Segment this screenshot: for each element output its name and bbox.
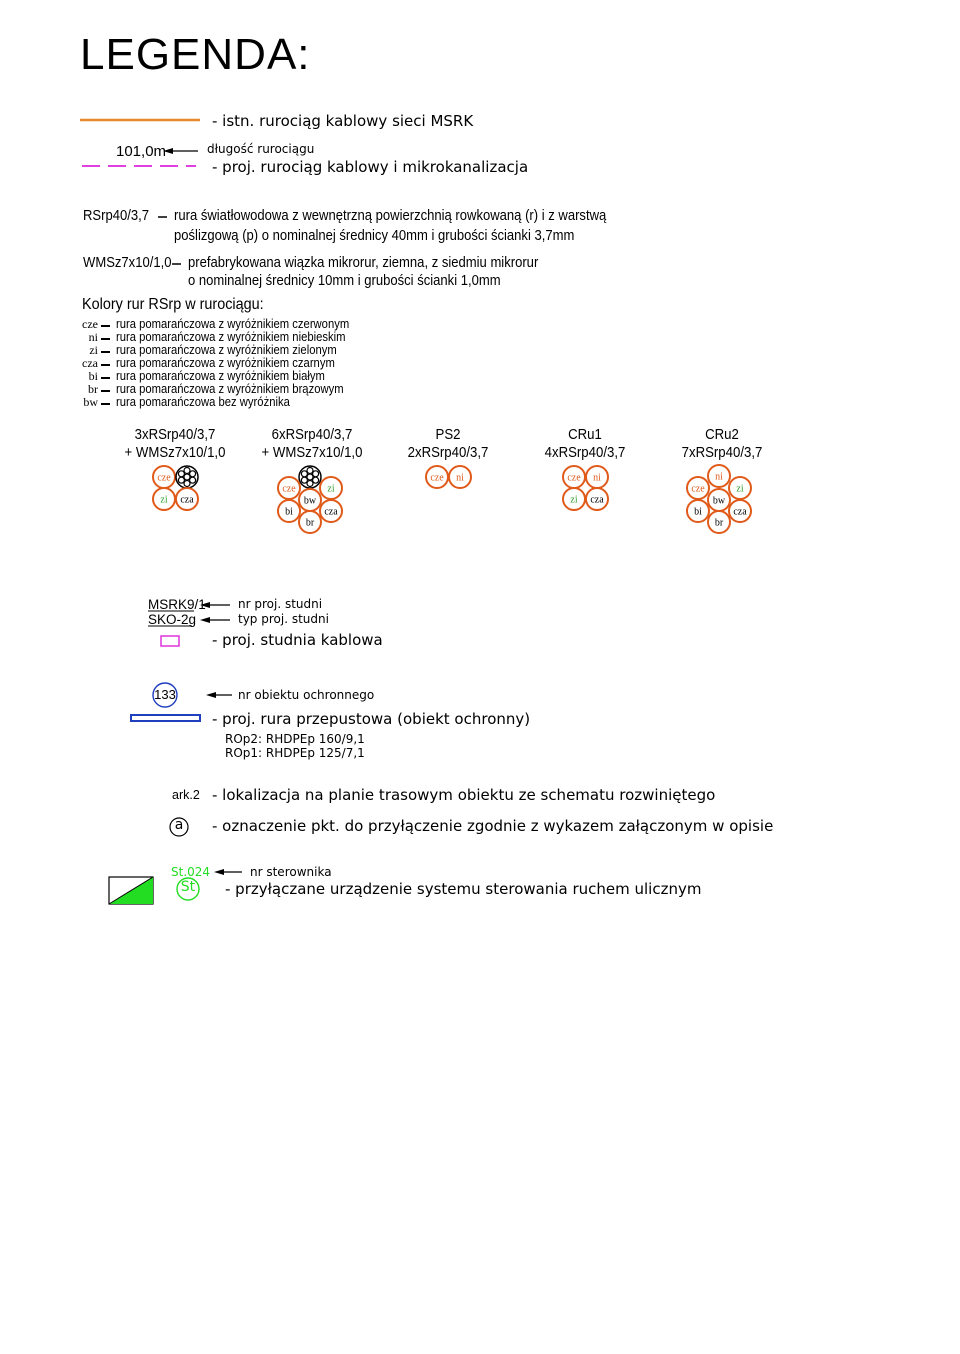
sheet-label: - lokalizacja na planie trasowym obiektu ze schematu rozwiniętego [212, 786, 716, 804]
color-desc-ni: rura pomarańczowa z wyróżnikiem niebieskim [116, 330, 346, 344]
color-dash [101, 377, 110, 379]
wmsz-desc-1: prefabrykowana wiązka mikrorur, ziemna, z siedmiu mikrorur [188, 255, 539, 271]
pipe-label-zi: zi [736, 483, 744, 495]
microduct [301, 471, 307, 477]
pipe-label-cze: cze [282, 483, 296, 495]
config-1-line1: 3xRSrp40/3,7 [134, 426, 216, 443]
color-code-cza: cza [82, 356, 98, 370]
color-dash [101, 351, 110, 353]
pipe-label-zi: zi [327, 483, 335, 495]
rsrp-desc-2: poślizgową (p) o nominalnej średnicy 40mm i grubości ścianki 3,7mm [174, 228, 575, 244]
config-2-line1: 6xRSrp40/3,7 [271, 426, 353, 443]
microduct [184, 481, 190, 487]
color-desc-cze: rura pomarańczowa z wyróżnikiem czerwonym [116, 317, 350, 331]
color-dash [101, 403, 110, 405]
pipe-label-cza: cza [324, 506, 338, 518]
color-dash [101, 364, 110, 366]
pipe-label-cze: cze [691, 483, 705, 495]
controller-number: St.024 [171, 865, 211, 879]
microduct [190, 471, 196, 477]
color-desc-zi: rura pomarańczowa z wyróżnikiem zielonym [116, 343, 337, 357]
culvert-rop1: ROp1: RHDPEp 125/7,1 [225, 746, 365, 760]
microduct [313, 477, 319, 483]
config-4-line1: CRu1 [568, 426, 602, 443]
well-type-label: typ proj. studni [238, 612, 329, 626]
wmsz-code: WMSz7x10/1,0 [83, 255, 172, 271]
length-value: 101,0m [116, 143, 167, 160]
color-code-zi: zi [89, 343, 98, 357]
microduct [301, 477, 307, 483]
pipe-label-cza: cza [733, 506, 747, 518]
well-type: SKO-2g [148, 612, 197, 627]
pipe-label-br: br [714, 517, 724, 529]
color-code-ni: ni [88, 330, 98, 344]
config-1-line2: + WMSz7x10/1,0 [124, 444, 226, 461]
config-4-line2: 4xRSrp40/3,7 [544, 444, 626, 461]
color-code-cze: cze [82, 317, 98, 331]
pipe-label-bw: bw [712, 495, 726, 507]
color-desc-bw: rura pomarańczowa bez wyróżnika [116, 395, 290, 409]
point-symbol: a [174, 817, 184, 833]
culvert-label: - proj. rura przepustowa (obiekt ochronny) [212, 710, 531, 728]
existing-conduit-label: - istn. rurociąg kablowy sieci MSRK [212, 112, 474, 130]
color-code-bw: bw [83, 395, 98, 409]
sheet-ref: ark.2 [172, 788, 200, 802]
microduct [307, 481, 313, 487]
microduct [313, 471, 319, 477]
pipe-label-cza: cza [590, 494, 604, 506]
length-label: długość rurociągu [207, 142, 315, 156]
config-3-line1: PS2 [435, 426, 461, 443]
microduct [184, 474, 190, 480]
config-5-line1: CRu2 [705, 426, 739, 443]
pipe-label-bi: bi [285, 506, 293, 518]
legend-title: LEGENDA: [80, 30, 311, 79]
pipe-label-bw: bw [303, 495, 317, 507]
microduct [184, 468, 190, 474]
pipe-label-br: br [305, 517, 315, 529]
color-desc-br: rura pomarańczowa z wyróżnikiem brązowym [116, 382, 344, 396]
microduct [307, 468, 313, 474]
pipe-label-cze: cze [157, 472, 171, 484]
pipe-label-zi: zi [570, 494, 578, 506]
proposed-conduit-label: - proj. rurociąg kablowy i mikrokanalizacja [212, 158, 529, 176]
well-number: MSRK9/1 [148, 597, 206, 612]
config-5-line2: 7xRSrp40/3,7 [681, 444, 763, 461]
pipe-label-bi: bi [694, 506, 702, 518]
color-dash [101, 325, 110, 327]
culvert-number: 133 [154, 687, 176, 702]
well-label: - proj. studnia kablowa [212, 631, 383, 649]
culvert-rop2: ROp2: RHDPEp 160/9,1 [225, 732, 365, 746]
color-code-br: br [88, 382, 98, 396]
culvert-pipe-symbol [131, 715, 200, 721]
color-code-bi: bi [88, 369, 98, 383]
config-2-line2: + WMSz7x10/1,0 [261, 444, 363, 461]
pipe-label-cze: cze [567, 472, 581, 484]
pipe-label-cza: cza [180, 494, 194, 506]
rsrp-code: RSrp40/3,7 [83, 208, 150, 224]
point-label: - oznaczenie pkt. do przyłączenie zgodnie z wykazem załączonym w opisie [212, 817, 774, 835]
colors-title: Kolory rur RSrp w rurociągu: [82, 296, 264, 313]
microduct [190, 477, 196, 483]
color-desc-cza: rura pomarańczowa z wyróżnikiem czarnym [116, 356, 335, 370]
pipe-label-ni: ni [456, 472, 464, 484]
pipe-label-zi: zi [160, 494, 168, 506]
pipe-label-cze: cze [430, 472, 444, 484]
color-dash [101, 390, 110, 392]
color-desc-bi: rura pomarańczowa z wyróżnikiem białym [116, 369, 325, 383]
microduct [178, 477, 184, 483]
well-number-label: nr proj. studni [238, 597, 323, 611]
wmsz-desc-2: o nominalnej średnicy 10mm i grubości ścianki 1,0mm [188, 273, 501, 289]
config-3-line2: 2xRSrp40/3,7 [407, 444, 489, 461]
pipe-label-ni: ni [715, 471, 723, 483]
color-dash [101, 338, 110, 340]
controller-label: - przyłączane urządzenie systemu sterowania ruchem ulicznym [225, 880, 702, 898]
controller-symbol: St [180, 879, 196, 895]
pipe-label-ni: ni [593, 472, 601, 484]
controller-number-label: nr sterownika [250, 865, 332, 879]
microduct [178, 471, 184, 477]
culvert-number-label: nr obiektu ochronnego [238, 688, 375, 702]
well-symbol [161, 636, 179, 646]
rsrp-desc-1: rura światłowodowa z wewnętrzną powierzchnią rowkowaną (r) i z warstwą [174, 208, 607, 224]
microduct [307, 474, 313, 480]
